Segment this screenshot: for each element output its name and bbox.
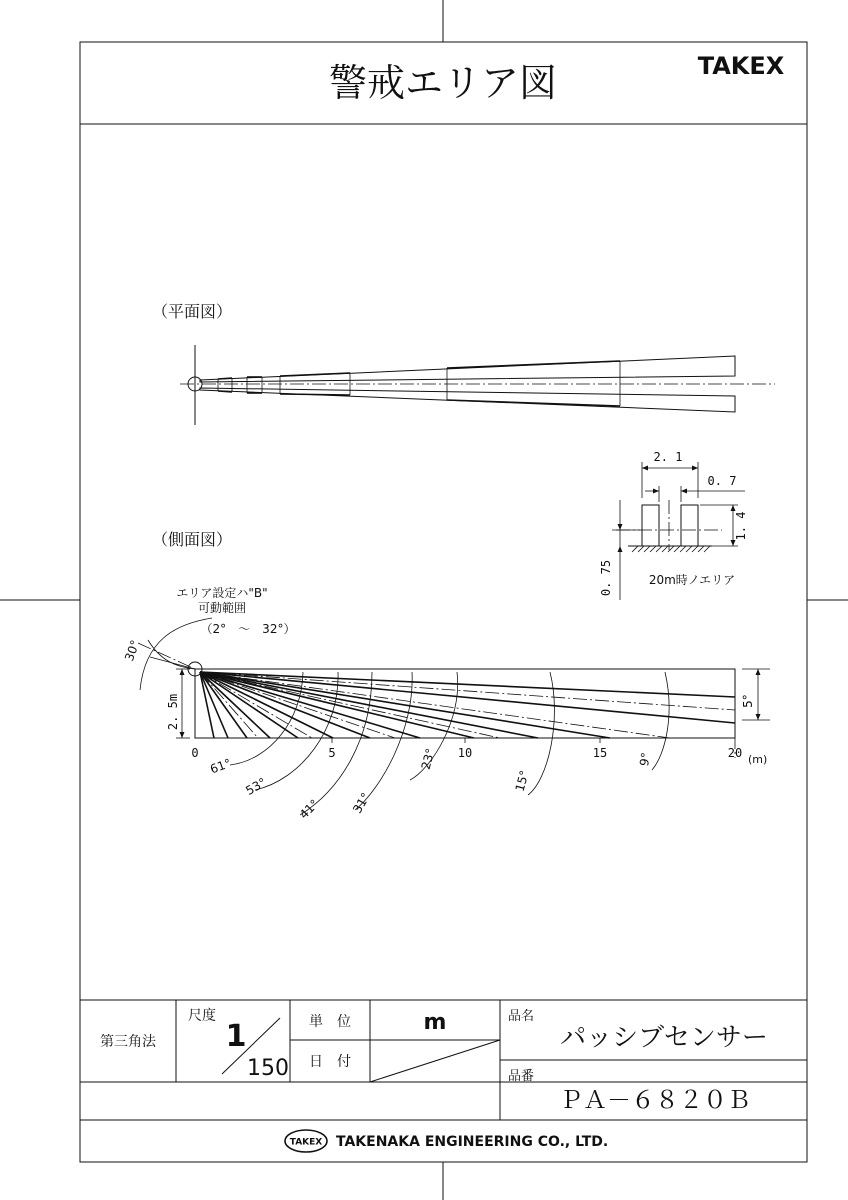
detail-elevation-label: 0. 75 xyxy=(599,559,613,597)
detail-height-label: 1. 4 xyxy=(734,511,748,541)
plan-view-label: （平面図） xyxy=(152,302,233,321)
projection-method: 第三角法 xyxy=(100,1034,156,1050)
sheet-title: 警戒エリア図 xyxy=(328,61,558,105)
x-axis-unit: (m) xyxy=(748,753,768,766)
company-logo-text: TAKEX xyxy=(289,1137,323,1148)
scale-label: 尺度 xyxy=(188,1008,216,1024)
x-tick-5: 5 xyxy=(328,746,336,760)
unit-value: m xyxy=(423,1010,447,1035)
beam-angle-53: 53° xyxy=(243,775,269,798)
detail-width-label: 2. 1 xyxy=(653,450,683,464)
side-view-label: （側面図） xyxy=(152,530,233,549)
product-name-label: 品名 xyxy=(508,1009,535,1024)
product-number: ＰＡ－６８２０Ｂ xyxy=(559,1086,751,1114)
scale-numerator: 1 xyxy=(225,1019,247,1054)
date-label: 日 付 xyxy=(309,1054,351,1070)
beam-angle-9: 9° xyxy=(636,751,654,768)
adjust-label-line2: 可動範囲 xyxy=(197,601,247,615)
x-tick-20: 20 xyxy=(727,746,743,760)
adjust-label-line1: エリア設定ハ"B" xyxy=(176,586,268,600)
detail-gap-label: 0. 7 xyxy=(707,474,737,488)
beam-angle-61: 61° xyxy=(208,756,234,777)
company-logo xyxy=(285,1130,327,1152)
detail-caption: 20m時ノエリア xyxy=(648,573,736,587)
adjust-range-label: （2° ～ 32°） xyxy=(200,622,296,636)
product-number-label: 品番 xyxy=(508,1069,535,1084)
beam-angle-41: 41° xyxy=(296,796,322,822)
brand-logo: TAKEX xyxy=(697,52,785,80)
tilt-angle-label: 30° xyxy=(122,638,143,664)
unit-label: 単 位 xyxy=(309,1014,351,1030)
beam-angle-31: 31° xyxy=(350,790,373,816)
scale-denominator: 150 xyxy=(247,1056,289,1081)
beam-angle-15: 15° xyxy=(512,768,532,794)
side-view-diagram xyxy=(138,618,770,815)
x-tick-0: 0 xyxy=(191,746,199,760)
x-tick-15: 15 xyxy=(592,746,608,760)
far-angle-label: 5° xyxy=(741,694,755,708)
company-name: TAKENAKA ENGINEERING CO., LTD. xyxy=(336,1134,609,1150)
mount-height-label: 2. 5m xyxy=(166,693,180,731)
beam-angle-23: 23° xyxy=(418,746,438,772)
x-tick-10: 10 xyxy=(457,746,473,760)
product-name: パッシブセンサー xyxy=(560,1023,768,1053)
plan-view-diagram xyxy=(180,345,775,425)
